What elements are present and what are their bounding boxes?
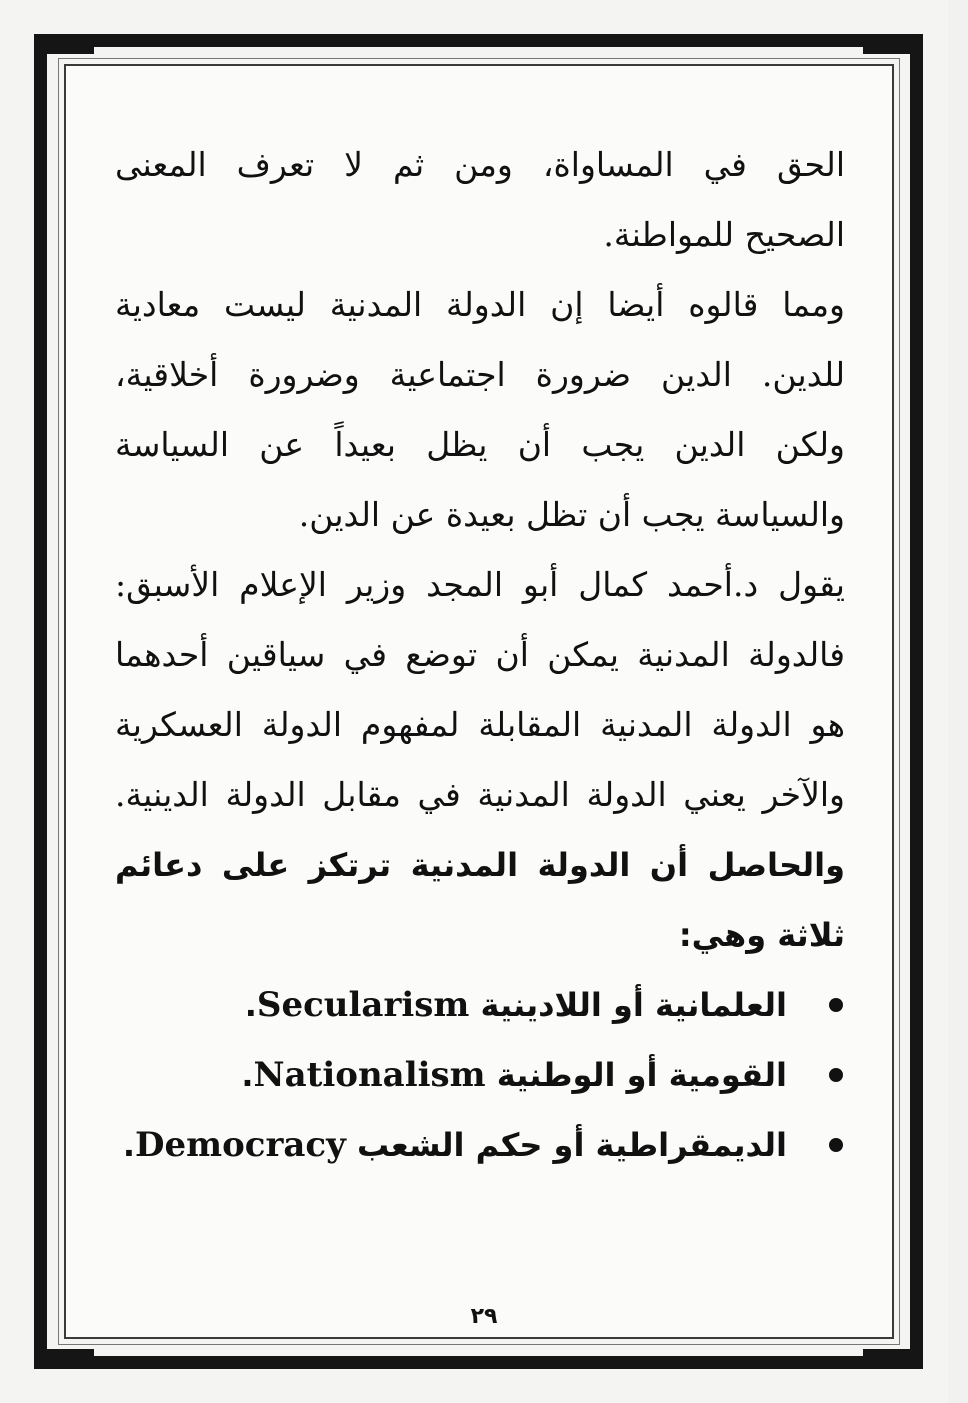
text-line: ومما قالوه أيضا إن الدولة المدنية ليست معادية [115,285,845,324]
pillar-english: Democracy [135,1125,346,1165]
text-line: ولكن الدين يجب أن يظل بعيداً عن السياسة [115,425,845,464]
bullet-icon [829,998,843,1012]
text-line: والحاصل أن الدولة المدنية ترتكز على دعائم [115,846,845,884]
text-line: يقول د.أحمد كمال أبو المجد وزير الإعلام الأسبق: [115,565,845,604]
list-item [115,970,845,1040]
paragraph-conclusion [115,830,845,970]
pillar-end: . [244,986,257,1024]
pillars-list [115,970,845,1180]
bullet-icon [829,1068,843,1082]
list-item [115,1110,845,1180]
paragraph-equality [115,130,845,270]
paragraph-religion [115,270,845,550]
text-line: للدين. الدين ضرورة اجتماعية وضرورة أخلاقية، [115,355,845,394]
frame-corner-top-right [863,34,923,54]
text-line: الحق في المساواة، ومن ثم لا تعرف المعنى [115,145,845,184]
pillar-end: . [241,1056,254,1094]
text-line: الصحيح للمواطنة. [603,215,845,254]
pillar-arabic: القومية أو الوطنية [496,1056,787,1094]
pillar-english: Nationalism [253,1055,486,1095]
text-line: ثلاثة وهي: [678,916,845,954]
text-line: والسياسة يجب أن تظل بعيدة عن الدين. [298,495,845,534]
pillar-end: . [122,1126,135,1164]
frame-corner-bottom-left [34,1349,94,1369]
pillar-arabic: العلمانية أو اللادينية [480,986,787,1024]
list-item [115,1040,845,1110]
frame-corner-top-left [34,34,94,54]
pillar-english: Secularism [256,985,470,1025]
paragraph-quote [115,550,845,830]
text-line: هو الدولة المدنية المقابلة لمفهوم الدولة العسكرية [115,705,845,744]
text-line: فالدولة المدنية يمكن أن توضع في سياقين أحدهما [115,635,845,674]
bullet-icon [829,1138,843,1152]
page-content [115,130,845,1180]
frame-corner-bottom-right [863,1349,923,1369]
pillar-arabic: الديمقراطية أو حكم الشعب [357,1126,787,1164]
page-number: ٢٩ [470,1304,498,1329]
text-line: والآخر يعني الدولة المدنية في مقابل الدولة الدينية. [115,775,845,814]
